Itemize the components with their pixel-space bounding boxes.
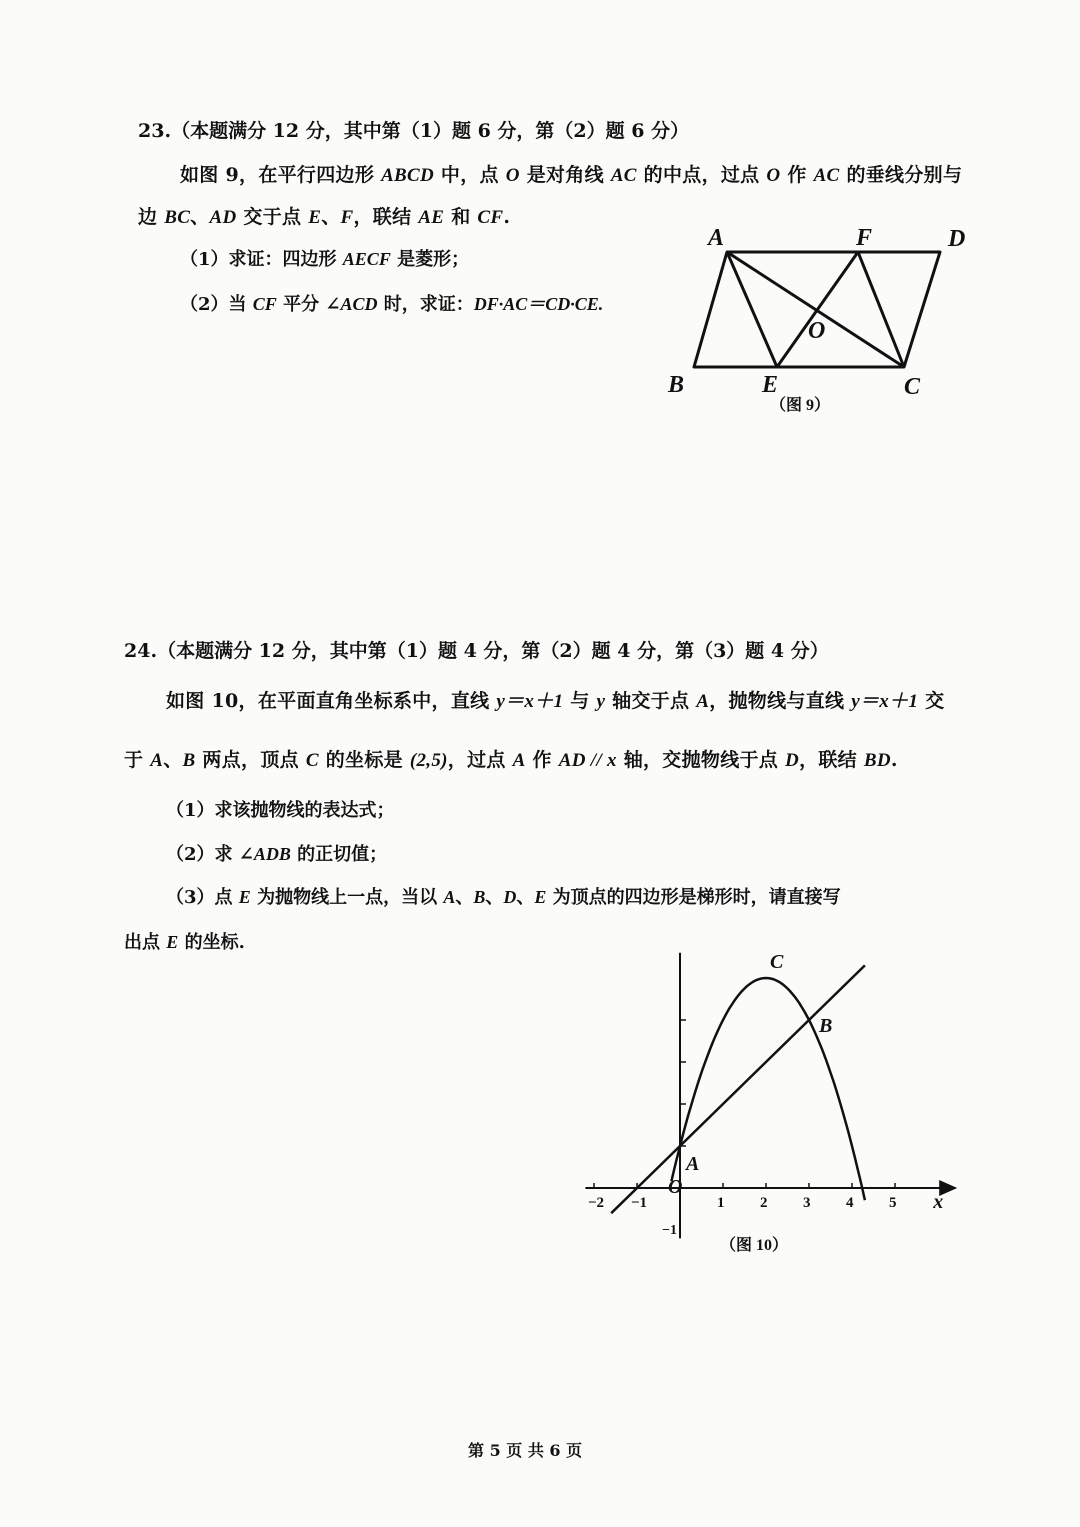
q24-part2: （2）求 ∠ADB 的正切值； [166,844,388,865]
figure-10-caption: （图 10） [720,1237,789,1254]
plot-labels [588,951,943,1238]
x-tick-label: 1 [717,1195,725,1211]
q24-stem-line1: 如图 10，在平面直角坐标系中，直线 y＝x＋1 与 y 轴交于点 A，抛物线与直线 y＝x＋1 交 [166,690,945,712]
q23-stem-line2: 边 BC、AD 交于点 E、F，联结 AE 和 CF. [138,206,511,228]
line-y-equals-x-plus-1 [611,965,865,1213]
y-tick-label: −1 [662,1223,677,1238]
point-label-b: B [819,1015,833,1037]
x-axis-label: x [933,1191,944,1213]
q23-stem-line1: 如图 9，在平行四边形 ABCD 中，点 O 是对角线 AC 的中点，过点 O 作 AC 的垂线分别与 [180,164,963,186]
x-tick-label: 3 [803,1195,811,1211]
x-tick-label: −2 [588,1195,605,1211]
label-f: F [856,225,873,251]
label-o: O [808,318,826,344]
figure-9-caption: （图 9） [770,397,831,414]
q24-part3-line2: 出点 E 的坐标. [124,932,245,953]
segment-ef [777,252,858,367]
q24-part3: （3）点 E 为抛物线上一点，当以 A、B、D、E 为顶点的四边形是梯形时，请直接写 [166,887,841,908]
x-tick-label: 5 [889,1195,897,1211]
segment-cf [858,252,904,367]
point-label-o: O [668,1176,683,1198]
point-label-a: A [686,1153,700,1175]
q24-header [124,636,829,663]
q23-score-note: （本题满分 12 分，其中第（1）题 6 分，第（2）题 6 分） [171,120,690,142]
page-footer: 第 5 页 共 6 页 [468,1441,583,1460]
label-e: E [762,372,779,398]
figure-10 [560,940,960,1260]
point-label-c: C [770,951,784,973]
x-tick-label: 4 [846,1195,854,1211]
x-tick-label: −1 [631,1195,648,1211]
parallelogram-abcd [694,252,940,367]
q23-number: 23. [138,120,172,142]
q24-part1: （1）求该抛物线的表达式； [166,800,395,821]
label-a: A [708,225,725,251]
label-b: B [668,372,685,398]
figure-9 [660,220,980,420]
q23-part2: （2）当 CF 平分 ∠ACD 时，求证：DF·AC＝CD·CE. [180,294,604,315]
parabola-curve [671,978,865,1200]
q23-part1: （1）求证：四边形 AECF 是菱形； [180,249,470,270]
x-tick-label: 2 [760,1195,768,1211]
label-d: D [948,226,966,252]
q24-number: 24. [124,640,158,662]
plot-curves [611,965,865,1213]
q24-score-note: （本题满分 12 分，其中第（1）题 4 分，第（2）题 4 分，第（3）题 4 分） [157,640,829,662]
label-c: C [904,374,921,400]
q24-stem-line2: 于 A、B 两点，顶点 C 的坐标是 (2,5)，过点 A 作 AD // x 轴，交抛物线于点 D，联结 BD. [124,749,898,771]
q23-header [138,116,689,143]
